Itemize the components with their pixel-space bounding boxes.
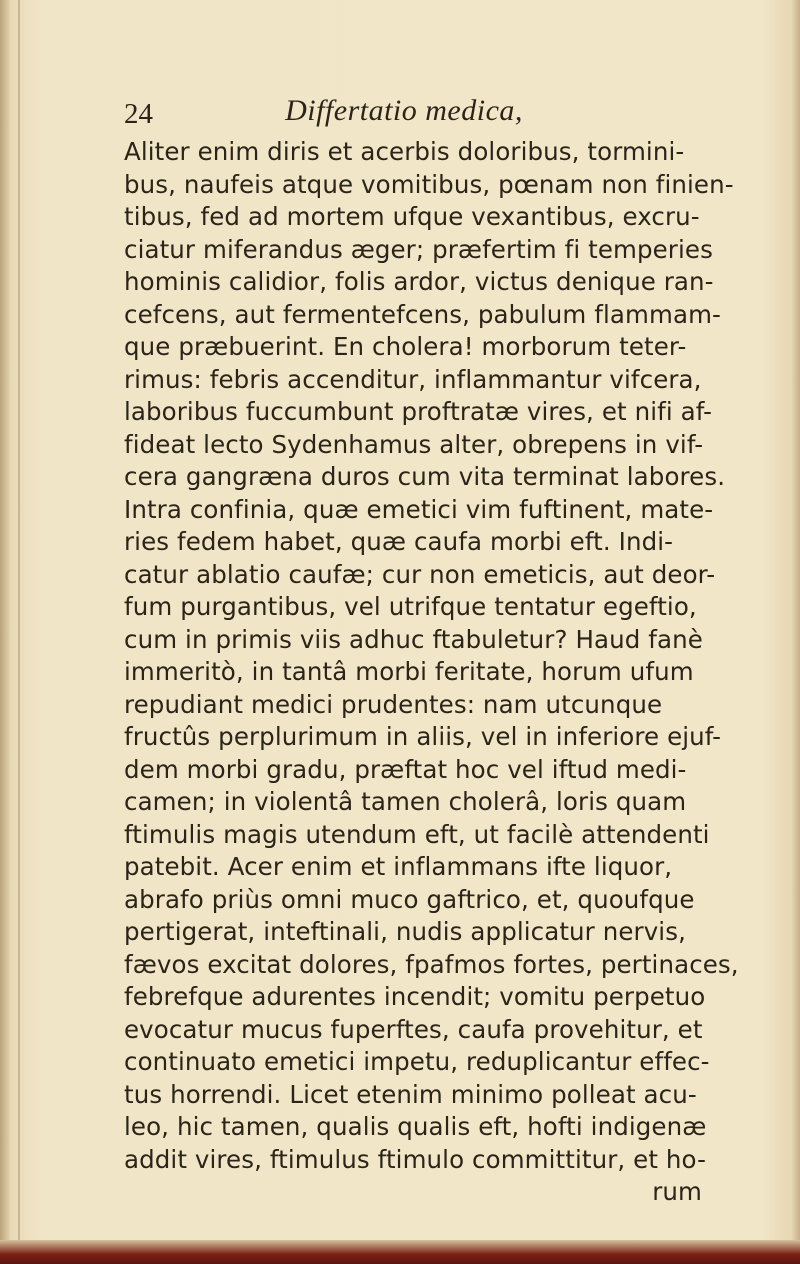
running-title: Differtatio medica, bbox=[285, 94, 523, 127]
text-line: hominis calidior, folis ardor, victus denique ran- bbox=[124, 267, 714, 296]
text-line: leo, hic tamen, qualis qualis eft, hofti indigenæ bbox=[124, 1112, 707, 1141]
text-line: que præbuerint. En cholera! morborum teter- bbox=[124, 332, 687, 361]
page-header bbox=[124, 94, 684, 138]
text-line: abrafo priùs omni muco gaftrico, et, quoufque bbox=[124, 884, 695, 914]
body-text bbox=[124, 136, 739, 1209]
text-line: fideat lecto Sydenhamus alter, obrepens in vif- bbox=[124, 429, 704, 459]
text-line: continuato emetici impetu, reduplicantur effec- bbox=[124, 1047, 710, 1076]
text-line: addit vires, ftimulus ftimulo committitur, et ho- bbox=[124, 1144, 707, 1174]
text-line: laboribus fuccumbunt proftratæ vires, et nifi af- bbox=[124, 397, 713, 426]
text-line: pertigerat, inteftinali, nudis applicatur nervis, bbox=[124, 917, 686, 946]
page-right-edge bbox=[792, 0, 800, 1264]
text-line: immeritò, in tantâ morbi feritate, horum ufum bbox=[124, 657, 694, 686]
text-line: tus horrendi. Licet etenim minimo polleat acu- bbox=[124, 1079, 697, 1109]
text-line: cum in primis viis adhuc ftabuletur? Haud fanè bbox=[124, 624, 703, 654]
text-line: febrefque adurentes incendit; vomitu perpetuo bbox=[124, 982, 706, 1011]
text-line: cefcens, aut fermentefcens, pabulum flammam- bbox=[124, 299, 721, 329]
page-bottom-edge bbox=[0, 1240, 800, 1264]
text-line: dem morbi gradu, præftat hoc vel iftud medi- bbox=[124, 754, 687, 784]
text-line: bus, naufeis atque vomitibus, pœnam non finien- bbox=[124, 169, 734, 199]
text-line: Aliter enim diris et acerbis doloribus, tormini- bbox=[124, 137, 685, 166]
text-line: Intra confinia, quæ emetici vim fuftinent, mate- bbox=[124, 494, 714, 524]
text-line: ries fedem habet, quæ caufa morbi eft. Indi- bbox=[124, 527, 674, 556]
text-line: fructûs perplurimum in aliis, vel in inferiore ejuf- bbox=[124, 722, 722, 751]
page-number: 24 bbox=[124, 98, 153, 130]
text-line: tibus, fed ad mortem ufque vexantibus, excru- bbox=[124, 202, 700, 231]
page-left-edge bbox=[0, 0, 10, 1264]
text-line: fævos excitat dolores, fpafmos fortes, pertinaces, bbox=[124, 949, 739, 979]
text-line: ciatur miferandus æger; præfertim fi temperies bbox=[124, 234, 713, 264]
text-line: repudiant medici prudentes: nam utcunque bbox=[124, 689, 663, 719]
text-line: rimus: febris accenditur, inflammantur vifcera, bbox=[124, 364, 702, 394]
text-line: catur ablatio caufæ; cur non emeticis, aut deor- bbox=[124, 559, 716, 589]
text-line: fum purgantibus, vel utrifque tentatur egeftio, bbox=[124, 592, 697, 621]
text-line: patebit. Acer enim et inflammans ifte liquor, bbox=[124, 852, 673, 881]
text-line: evocatur mucus fuperftes, caufa provehitur, et bbox=[124, 1014, 703, 1044]
text-line: camen; in violentâ tamen cholerâ, loris quam bbox=[124, 787, 687, 816]
catchword: rum bbox=[652, 1177, 702, 1206]
text-line: ftimulis magis utendum eft, ut facilè attendenti bbox=[124, 819, 710, 849]
text-line: cera gangræna duros cum vita terminat labores. bbox=[124, 462, 726, 491]
page-fold-line bbox=[18, 0, 20, 1264]
